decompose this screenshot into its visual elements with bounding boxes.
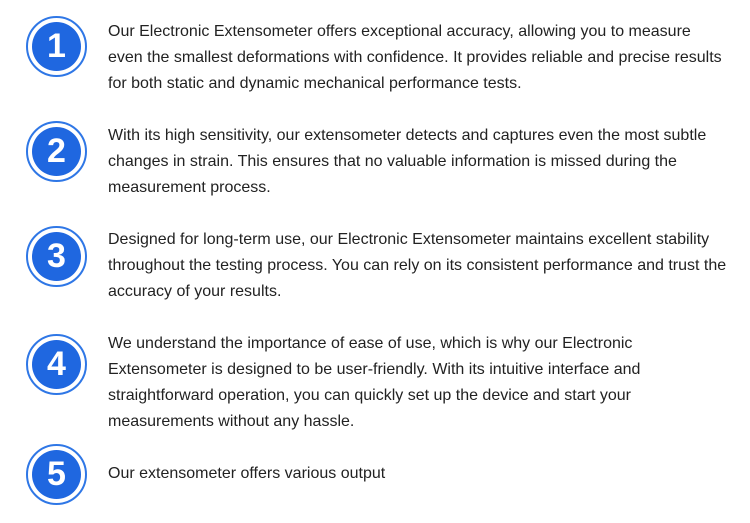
number-badge-5 [26, 444, 87, 505]
feature-description: With its high sensitivity, our extensometer detects and captures even the most subtle changes in strain. This ensures that no valuable information is missed during the measurement process. [108, 127, 707, 196]
number-badge-label: 5 [32, 450, 81, 499]
number-badge-3 [26, 226, 87, 287]
number-badge-2 [26, 121, 87, 182]
feature-description: Our Electronic Extensometer offers exceptional accuracy, allowing you to measure even the smallest deformations with confidence. It provides reliable and precise results for both static and dynamic mechanical performance tests. [108, 23, 722, 92]
feature-description: Designed for long-term use, our Electronic Extensometer maintains excellent stability throughout the testing process. You can rely on its consistent performance and trust the accuracy of your results. [108, 231, 727, 300]
number-badge-label: 4 [32, 340, 81, 389]
number-badge-1 [26, 16, 87, 77]
number-badge-4 [26, 334, 87, 395]
number-badge-label: 3 [32, 232, 81, 281]
number-badge-label: 1 [32, 22, 81, 71]
feature-description: We understand the importance of ease of use, which is why our Electronic Extensometer is designed to be user-friendly. With its intuitive interface and straightforward operation, you can quickly set up the device and start your measurements without any hassle. [108, 335, 641, 430]
feature-description: Our extensometer offers various output [108, 465, 386, 482]
number-badge-label: 2 [32, 127, 81, 176]
